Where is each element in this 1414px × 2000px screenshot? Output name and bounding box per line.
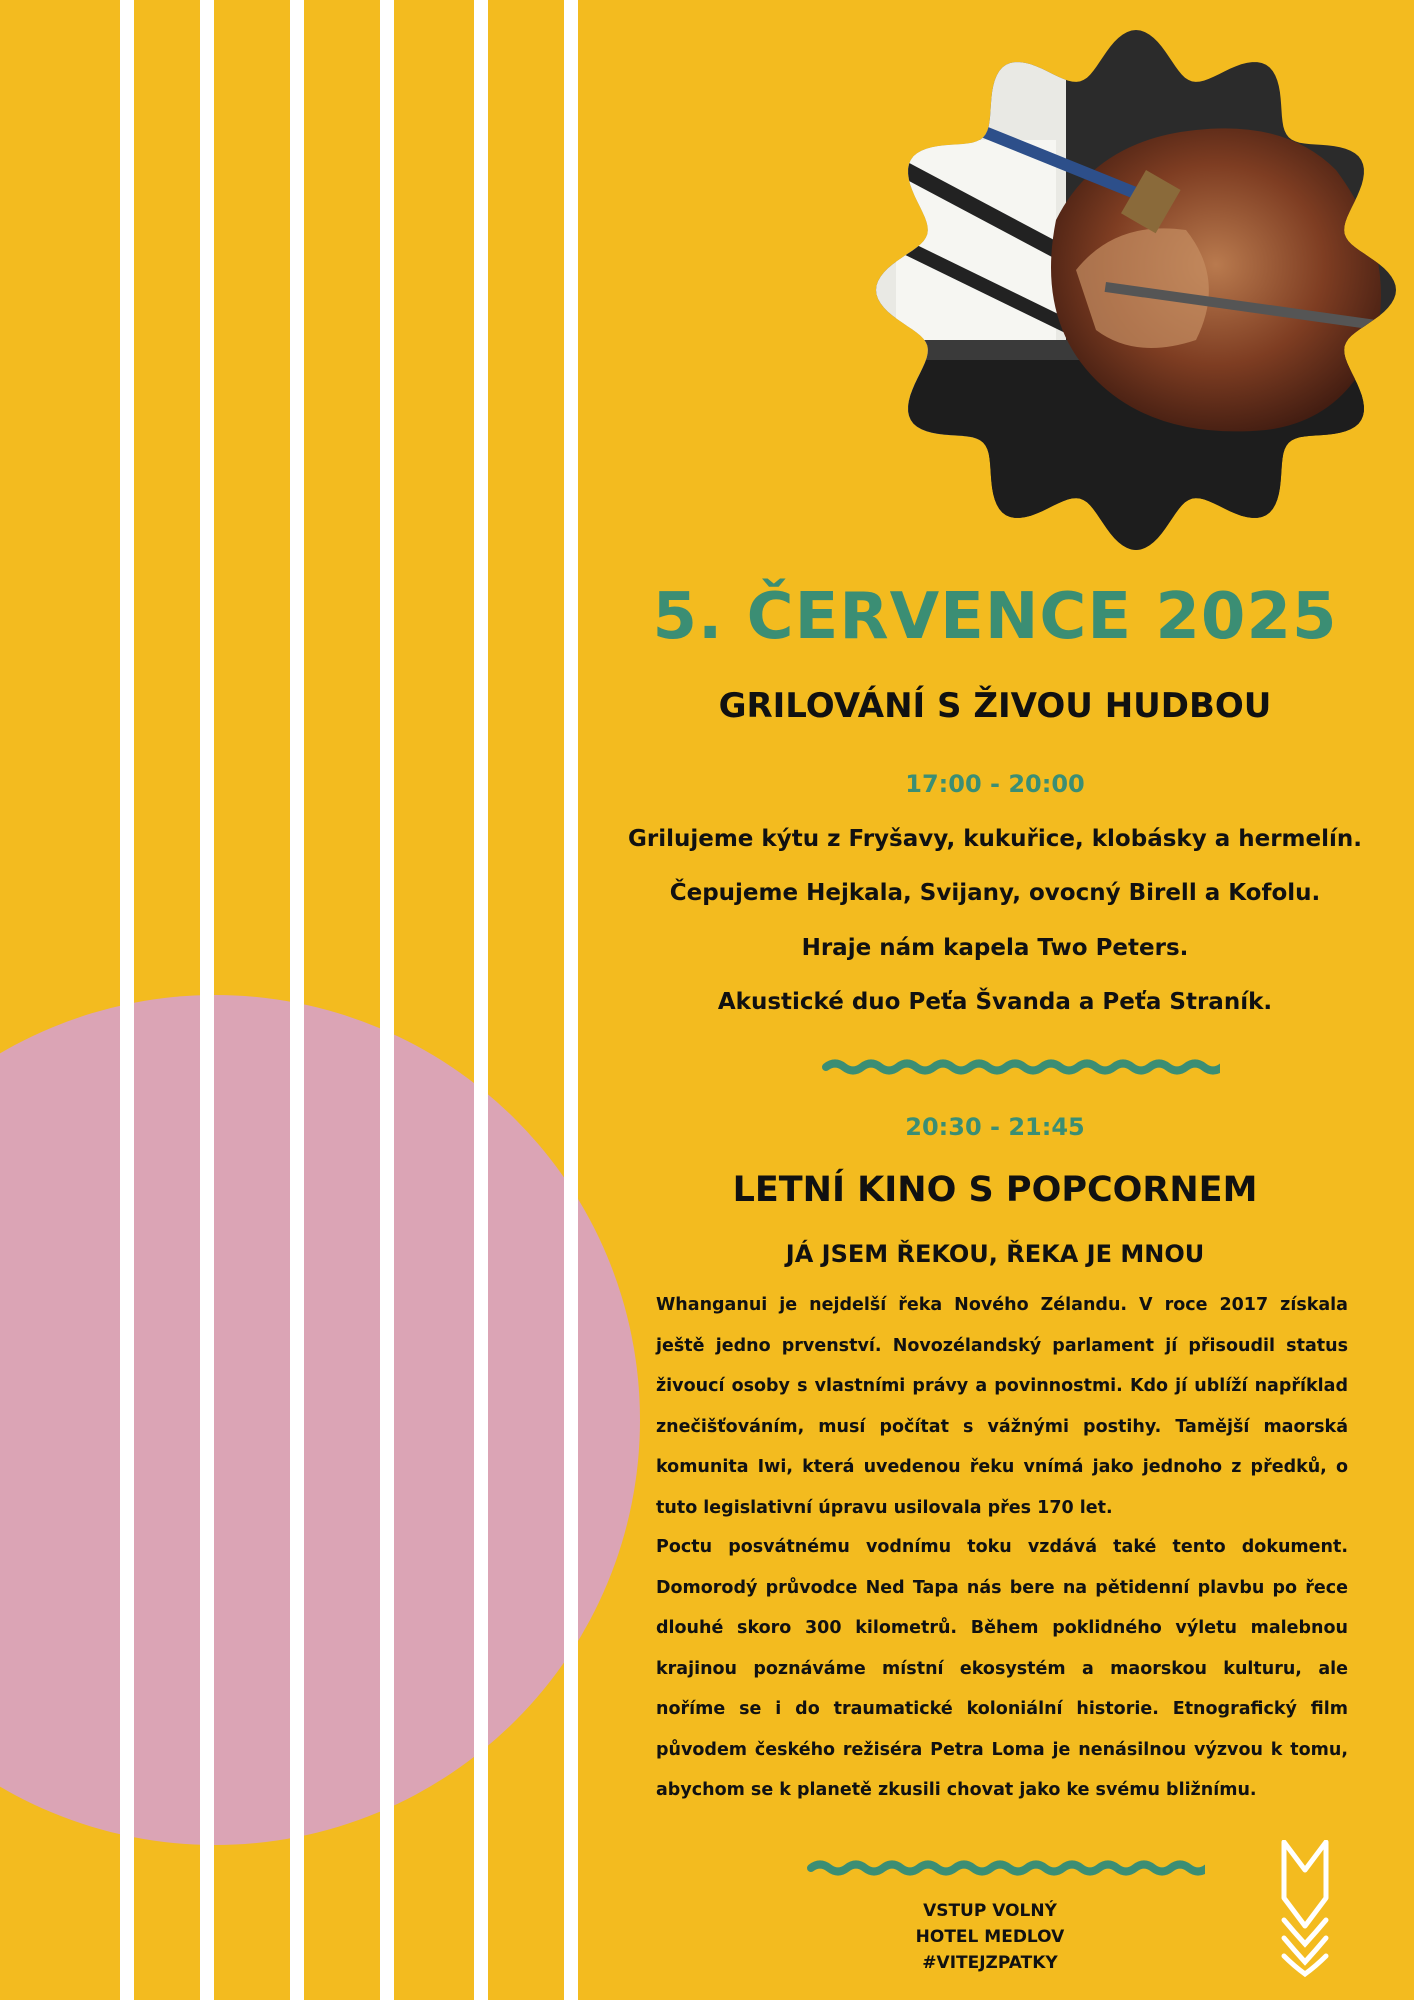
- event-title: GRILOVÁNÍ S ŽIVOU HUDBOU: [718, 686, 1272, 726]
- footer-info: [860, 1898, 1120, 1976]
- white-stripe: [120, 0, 134, 2000]
- hotel-logo-icon: [1280, 1840, 1330, 1978]
- film-title: JÁ JSEM ŘEKOU, ŘEKA JE MNOU: [785, 1240, 1205, 1268]
- event-line: Hraje nám kapela Two Peters.: [801, 935, 1189, 961]
- entry-info: VSTUP VOLNÝ: [923, 1901, 1057, 1921]
- hashtag: #VITEJZPATKY: [922, 1953, 1058, 1973]
- white-stripe: [290, 0, 304, 2000]
- event-date: 5. ČERVENCE 2025: [652, 580, 1338, 654]
- hotel-name: HOTEL MEDLOV: [915, 1927, 1065, 1947]
- film-description: Poctu posvátnému vodnímu toku vzdává také tento dokument. Domorodý průvodce Ned Tapa nás bere na pětidenní plavbu po řece dlouhé skoro 300 kilometrů. Během poklidného výletu malebnou krajinou poznáváme místní ekosystém a maorskou kulturu, ale noříme se i do traumatické koloniální historie. Etnografický film původem českého režiséra Petra Loma je nenásilnou výzvou k tomu, abychom se k planetě zkusili chovat jako ke svému bližnímu.: [656, 1537, 1348, 1800]
- content-column: [590, 0, 1400, 2000]
- cinema-title: LETNÍ KINO S POPCORNEM: [732, 1170, 1258, 1210]
- white-stripe: [200, 0, 214, 2000]
- event-line: Grilujeme kýtu z Fryšavy, kukuřice, klobásky a hermelín.: [628, 826, 1362, 852]
- wavy-divider-icon: [820, 1052, 1220, 1082]
- pink-circle: [0, 995, 640, 1845]
- event-line: Čepujeme Hejkala, Svijany, ovocný Birell a Kofolu.: [669, 880, 1321, 906]
- film-description: Whanganui je nejdelší řeka Nového Zélandu. V roce 2017 získala ještě jedno prvenství. Novozélandský parlament jí přisoudil status živoucí osoby s vlastními právy a povinnostmi. Kdo jí ublíží například znečišťováním, musí počítat s vážnými postihy. Tamější maorská komunita Iwi, která uvedenou řeku vnímá jako jednoho z předků, o tuto legislativní úpravu usilovala přes 170 let.: [656, 1295, 1348, 1518]
- white-stripe: [474, 0, 488, 2000]
- white-stripe: [380, 0, 394, 2000]
- cinema-time: 20:30 - 21:45: [905, 1113, 1085, 1141]
- white-stripe: [564, 0, 578, 2000]
- wavy-divider-icon: [805, 1853, 1205, 1883]
- event-time: 17:00 - 20:00: [905, 770, 1085, 798]
- event-line: Akustické duo Peťa Švanda a Peťa Straník.: [717, 989, 1273, 1015]
